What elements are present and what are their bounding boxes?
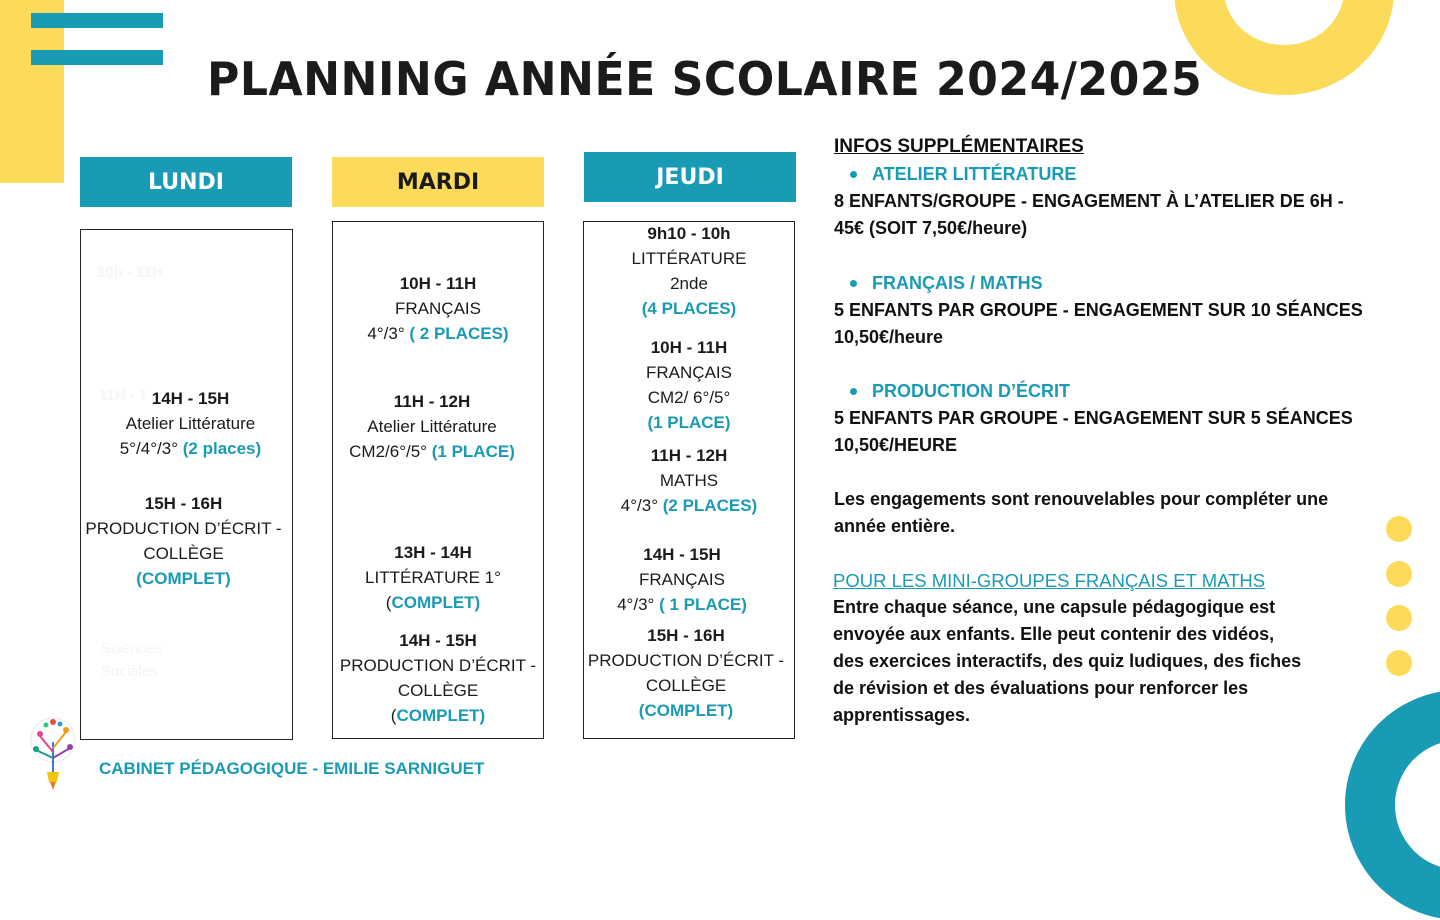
slot-subject: FRANÇAIS [646,363,732,382]
slot-level: 4°/3° [617,595,655,614]
yellow-dot [1386,605,1412,631]
info-bullet-title: FRANÇAIS / MATHS [872,273,1043,293]
slot-places: (4 PLACES) [641,299,737,318]
mini-groupes-title: POUR LES MINI-GROUPES FRANÇAIS ET MATHS [833,570,1266,591]
slot-places: (2 places) [182,439,262,458]
teal-ring-decoration [1345,690,1440,920]
yellow-dot [1386,561,1412,587]
slot-places: ( 1 PLACE) [659,595,747,614]
slot-jeudi-2 [584,335,794,435]
slot-subject: Atelier Littérature [125,414,256,433]
slot-subject: FRANÇAIS [639,570,725,589]
info-bullet-title: PRODUCTION D’ÉCRIT [872,381,1070,401]
yellow-ring-decoration [1174,0,1394,95]
slot-mardi-1 [333,271,543,346]
slot-time: 15H - 16H [647,626,725,645]
slot-subject: PRODUCTION D’ÉCRIT - [85,519,282,538]
slot-jeudi-4 [577,542,787,617]
slot-places: (1 PLACE) [647,413,731,432]
slot-subject: PRODUCTION D’ÉCRIT - [587,651,785,670]
slot-subject: LITTÉRATURE 1° [365,568,501,587]
info-line: de révision et des évaluations pour renforcer les [833,678,1249,698]
info-production [834,378,1353,459]
slot-jeudi-5 [581,623,791,723]
slot-jeudi-3 [584,443,794,518]
info-line: année entière. [834,516,956,536]
info-line: 8 ENFANTS/GROUPE - ENGAGEMENT À L’ATELIER DE 6H - [834,191,1344,211]
slot-time: 13H - 14H [394,543,472,562]
slot-jeudi-1 [584,221,794,321]
info-line: envoyée aux enfants. Elle peut contenir des vidéos, [833,624,1275,644]
slot-paren: ( [390,706,397,725]
yellow-dot [1386,650,1412,676]
info-line: 5 ENFANTS PAR GROUPE - ENGAGEMENT SUR 10 SÉANCES [834,300,1363,320]
slot-time: 9h10 - 10h [647,224,731,243]
slot-level: COLLÈGE [397,681,479,700]
slot-places: (1 PLACE) [431,442,515,461]
slot-level: COLLÈGE [645,676,727,695]
slot-places: (2 PLACES) [662,496,758,515]
slot-places: (COMPLET) [136,569,231,588]
teal-accent-line-bottom [31,50,163,65]
day-column-lundi [80,229,293,740]
info-bullet-title: ATELIER LITTÉRATURE [872,164,1077,184]
info-francais [834,270,1363,351]
info-mini-groupes [833,567,1301,729]
day-header-mardi: MARDI [332,157,544,207]
info-atelier [834,161,1344,242]
info-line: 5 ENFANTS PAR GROUPE - ENGAGEMENT SUR 5 SÉANCES [834,408,1353,428]
slot-level: 4°/3° [620,496,659,515]
slot-subject: LITTÉRATURE [631,249,747,268]
infos-heading: INFOS SUPPLÉMENTAIRES [834,136,1084,157]
slot-lundi-1 [85,386,296,461]
slot-lundi-2 [78,491,289,591]
info-line: 10,50€/heure [834,327,944,347]
day-column-mardi [332,221,544,739]
bullet-dot [850,171,857,178]
slot-level: 5°/4°/3° [119,439,179,458]
teal-accent-line-top [31,13,163,28]
slot-mardi-2 [327,389,537,464]
slot-time: 14H - 15H [643,545,721,564]
info-line: 45€ (SOIT 7,50€/heure) [834,218,1028,238]
ghost-text: 10h - 11H [97,264,163,281]
bullet-dot [850,388,857,395]
day-header-lundi: LUNDI [80,157,292,207]
slot-time: 10H - 11H [399,274,477,293]
slot-places: ( 2 PLACES) [409,324,509,343]
slot-subject: Atelier Littérature [367,417,497,436]
slot-subject: MATHS [659,471,719,490]
slot-mardi-3 [328,540,538,615]
slot-level: COLLÈGE [143,544,224,563]
slot-subject: PRODUCTION D’ÉCRIT - [339,656,537,675]
info-line: apprentissages. [833,705,971,725]
info-line: Entre chaque séance, une capsule pédagogique est [833,597,1276,617]
slot-time: 15H - 16H [144,494,223,513]
slot-places: COMPLET) [396,706,486,725]
ghost-text: Sciences [101,640,162,657]
slot-level: 4°/3° [367,324,405,343]
bullet-dot [850,280,857,287]
info-renew [834,486,1328,540]
day-header-jeudi: JEUDI [584,152,796,202]
info-line: Les engagements sont renouvelables pour compléter une [834,489,1329,509]
slot-paren: ( [385,593,392,612]
slot-places: COMPLET) [391,593,481,612]
footer-cabinet: CABINET PÉDAGOGIQUE - EMILIE SARNIGUET [99,759,485,778]
info-line: 10,50€/HEURE [834,435,958,455]
slot-level: CM2/ 6°/5° [647,388,731,407]
slot-places: (COMPLET) [638,701,734,720]
slot-time: 14H - 15H [399,631,477,650]
slot-mardi-4 [333,628,543,728]
slot-level: CM2/6°/5° [349,442,427,461]
page-title: PLANNING ANNÉE SCOLAIRE 2024/2025 [207,52,1203,106]
tree-lightbulb-icon [24,712,82,792]
ghost-text: Sociales [101,663,158,680]
day-column-jeudi [583,221,795,739]
slot-subject: FRANÇAIS [395,299,481,318]
info-line: des exercices interactifs, des quiz ludiques, des fiches [833,651,1302,671]
yellow-dot [1386,516,1412,542]
slot-time: 11H - 12H [650,446,728,465]
slot-time: 14H - 15H [151,389,230,408]
ghost-text: 11H - 1 [99,387,148,404]
slot-time: 11H - 12H [393,392,471,411]
slot-time: 10H - 11H [650,338,728,357]
slot-level: 2nde [670,274,708,293]
